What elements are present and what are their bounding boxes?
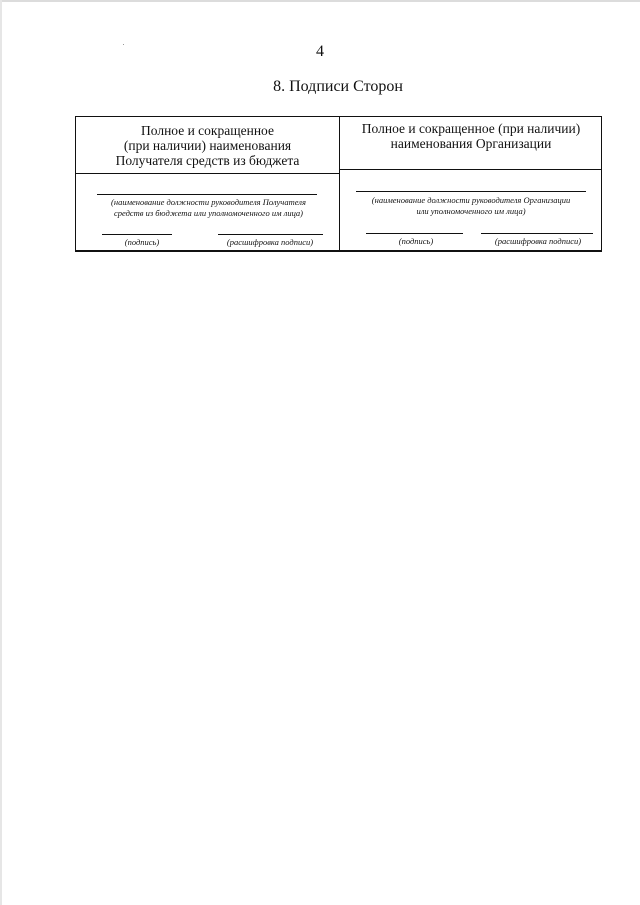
signatures-table	[75, 116, 602, 252]
budget-recipient-position-line	[97, 194, 317, 195]
organization-decode-line	[481, 233, 593, 234]
organization-signature-line	[366, 233, 463, 234]
budget-recipient-name-header: Полное и сокращенное (при наличии) наименования Получателя средств из бюджета	[115, 123, 300, 168]
scan-edge-top	[0, 0, 640, 2]
budget-recipient-signature-caption: (подпись)	[124, 237, 160, 247]
row-divider-right	[340, 169, 602, 170]
organization-position-caption: (наименование должности руководителя Организации или уполномоченного им лица)	[371, 195, 571, 216]
organization-name-header: Полное и сокращенное (при наличии) наименования Организации	[361, 121, 581, 151]
scan-edge-left	[0, 0, 2, 905]
organization-position-line	[356, 191, 586, 192]
budget-recipient-position-caption: (наименование должности руководителя Получателя средств из бюджета или уполномоченного им лица)	[111, 197, 306, 218]
budget-recipient-decode-line	[218, 234, 323, 235]
organization-decode-caption: (расшифровка подписи)	[494, 236, 582, 246]
organization-signature-caption: (подпись)	[398, 236, 434, 246]
page-number: 4	[316, 43, 324, 60]
row-divider-left	[76, 173, 339, 174]
section-title: 8. Подписи Сторон	[273, 78, 403, 95]
budget-recipient-decode-caption: (расшифровка подписи)	[226, 237, 314, 247]
budget-recipient-signature-line	[102, 234, 172, 235]
